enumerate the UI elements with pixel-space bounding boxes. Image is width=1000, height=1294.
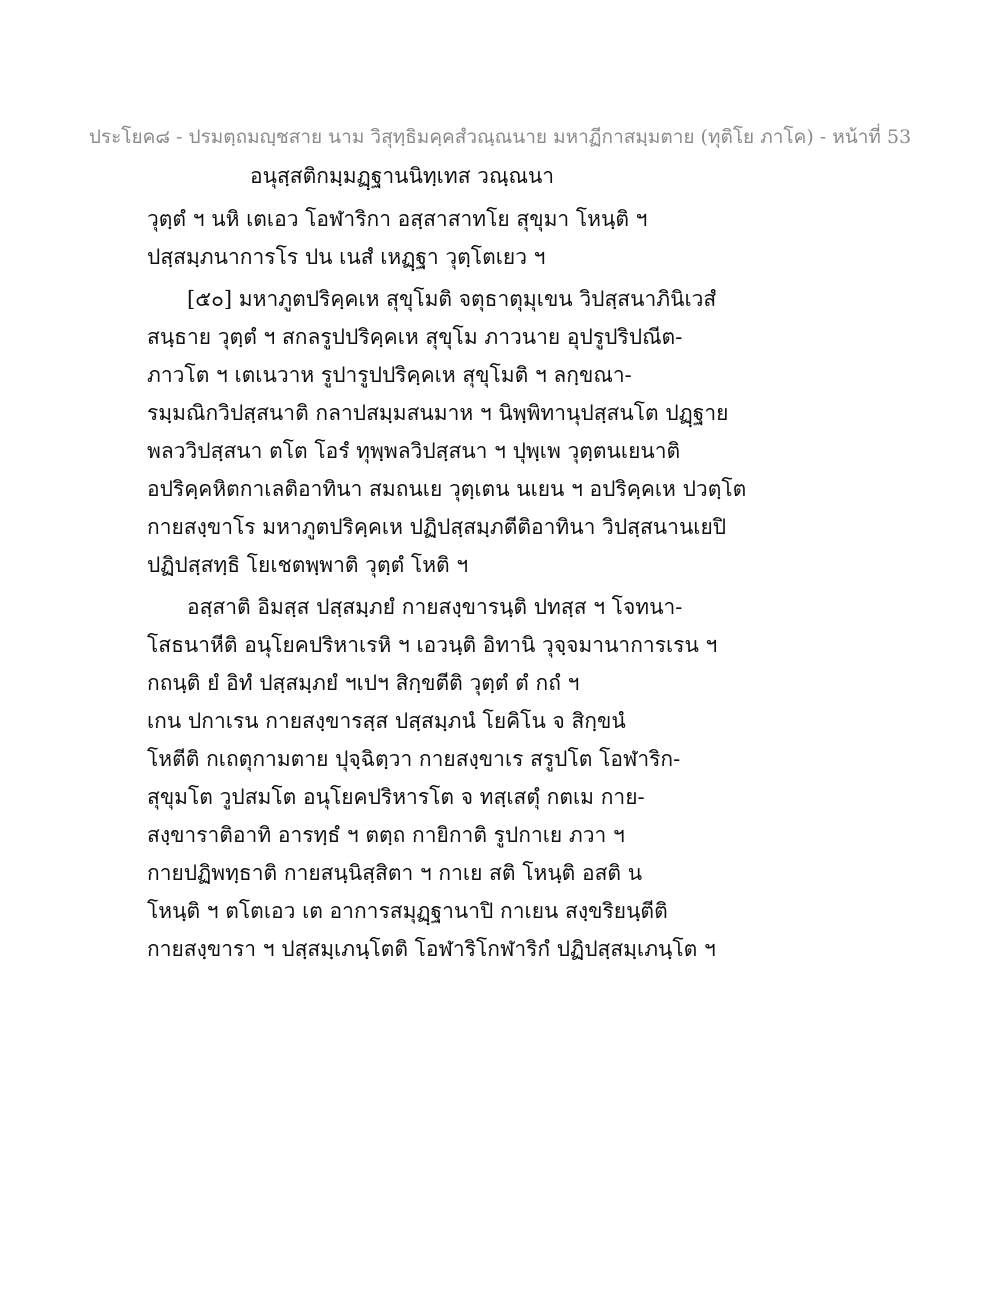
text-line: ภาวโต ฯ เตเนวาห รูปารูปปริคฺคเห สุขุโมติ ฯ ลกฺขณา- xyxy=(147,363,632,387)
text-line: [๕๐] มหาภูตปริคฺคเห สุขุโมติ จตุธาตุมุเขน วิปสฺสนาภินิเวสํ xyxy=(187,287,717,311)
text-line: รมฺมณิกวิปสฺสนาติ กลาปสมฺมสนมาห ฯ นิพฺพิทานุปสฺสนโต ปฏฺฐาย xyxy=(147,401,729,425)
text-line: โสธนาหีติ อนุโยคปริหาเรหิ ฯ เอวนฺติ อิทานิ วุจฺจมานาการเรน ฯ xyxy=(147,633,718,657)
running-header: ประโยค๘ - ปรมตฺถมญฺชสาย นาม วิสุทฺธิมคฺคสํวณฺณนาย มหาฏีกาสมฺมตาย (ทุติโย ภาโค) - หน้าที่ 53 xyxy=(88,126,912,148)
text-line: พลววิปสฺสนา ตโต โอรํ ทุพฺพลวิปสฺสนา ฯ ปุพฺเพ วุตฺตนเยนาติ xyxy=(147,439,681,463)
text-line: กายปฏิพทฺธาติ กายสนฺนิสฺสิตา ฯ กาเย สติ โหนฺติ อสติ น xyxy=(147,861,643,885)
text-line: กายสงฺขารา ฯ ปสฺสมฺเภนฺโตติ โอฬาริโกฬาริกํ ปฏิปสฺสมฺเภนฺโต ฯ xyxy=(147,937,716,961)
paragraph-50 xyxy=(147,280,847,584)
text-line: ปฏิปสฺสทฺธิ โยเชตพฺพาติ วุตฺตํ โหติ ฯ xyxy=(147,553,469,577)
body-text xyxy=(147,200,847,968)
text-line: วุตฺตํ ฯ นหิ เตเอว โอฬาริกา อสฺสาสาทโย สุขุมา โหนฺติ ฯ xyxy=(147,207,648,231)
text-line: โหตีติ กเถตุกามตาย ปุจฺฉิตฺวา กายสงฺขาเร สรูปโต โอฬาริก- xyxy=(147,747,681,771)
text-line: เกน ปกาเรน กายสงฺขารสฺส ปสฺสมฺภนํ โยคิโน จ สิกฺขนํ xyxy=(147,709,626,733)
text-line: กถนฺติ ยํ อิทํ ปสฺสมฺภยํ ฯเปฯ สิกฺขตีติ วุตฺตํ ตํ กถํ ฯ xyxy=(147,671,580,695)
paragraph-assati xyxy=(147,588,847,968)
text-line: สนฺธาย วุตฺตํ ฯ สกลรูปปริคฺคเห สุขุโม ภาวนาย อุปรูปริปณีต- xyxy=(147,325,683,349)
text-line: อสฺสาติ อิมสฺส ปสฺสมฺภยํ กายสงฺขารนฺติ ปทสฺส ฯ โจทนา- xyxy=(187,595,683,619)
text-line: โหนฺติ ฯ ตโตเอว เต อาการสมุฏฺฐานาปิ กาเยน สงฺขริยนฺตีติ xyxy=(147,899,668,923)
text-line: กายสงฺขาโร มหาภูตปริคฺคเห ปฏิปสฺสมฺภตีติอาทินา วิปสฺสนานเยปิ xyxy=(147,515,727,539)
paragraph-continuation xyxy=(147,200,847,276)
text-line: สงฺขาราติอาทิ อารทฺธํ ฯ ตตฺถ กายิกาติ รูปกาเย ภวา ฯ xyxy=(147,823,625,847)
text-line: สุขุมโต วูปสมโต อนุโยคปริหารโต จ ทสฺเสตุํ กตเม กาย- xyxy=(147,785,645,809)
text-line: ปสฺสมฺภนาการโร ปน เนสํ เหฏฺฐา วุตฺโตเยว ฯ xyxy=(147,245,546,269)
section-title: อนุสฺสติกมฺมฏฺฐานนิทฺเทส วณฺณนา xyxy=(250,164,555,188)
text-line: อปริคฺคหิตกาเลติอาทินา สมถนเย วุตฺเตน นเยน ฯ อปริคฺคเห ปวตฺโต xyxy=(147,477,747,501)
